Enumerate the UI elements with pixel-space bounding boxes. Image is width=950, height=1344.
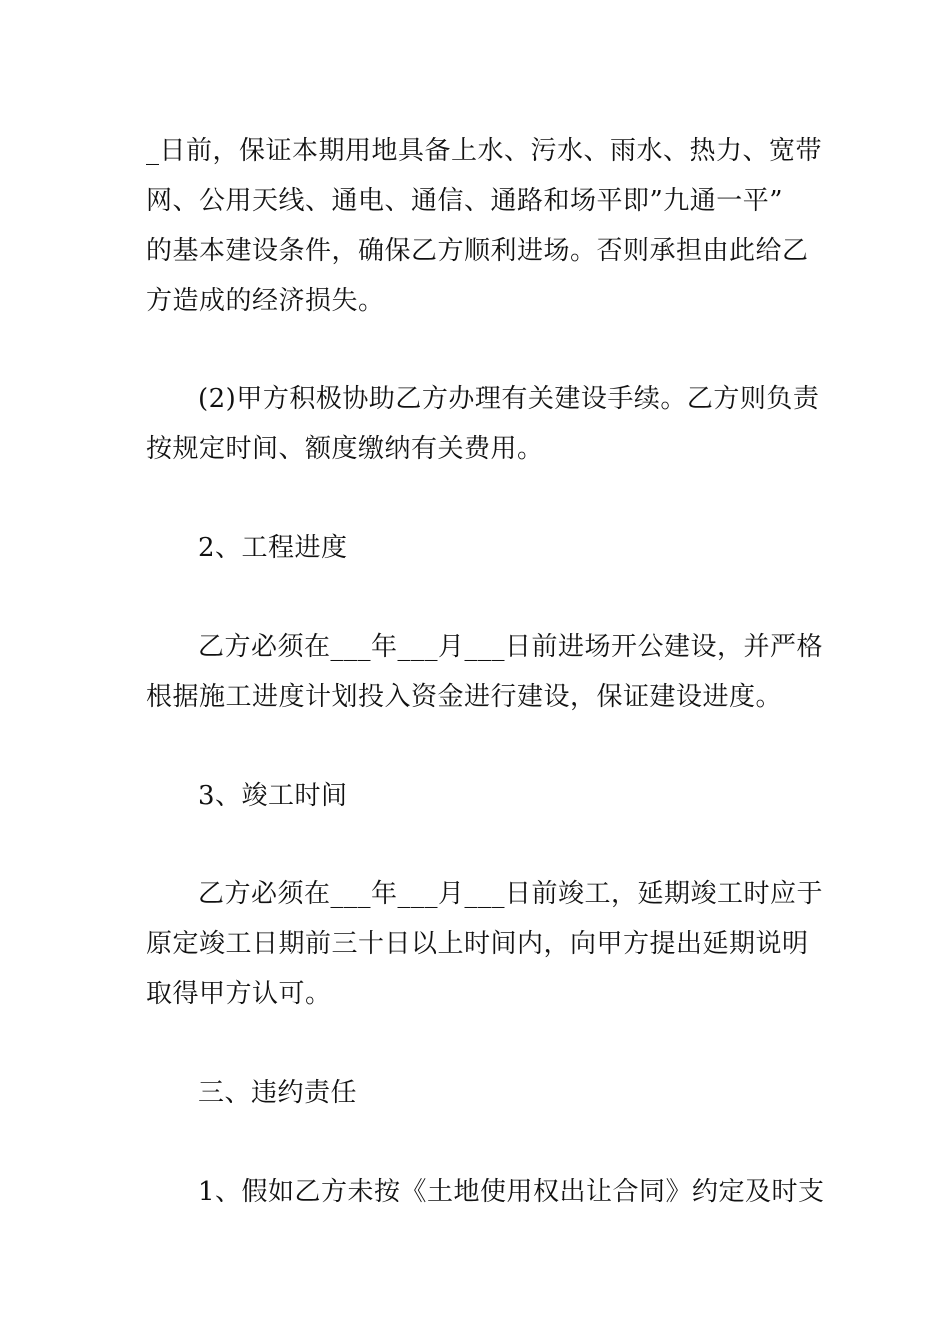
paragraph-4-line-2: 根据施工进度计划投入资金进行建设，保证建设进度。 <box>146 682 783 712</box>
paragraph-1-line-4: 方造成的经济损失。 <box>146 286 385 316</box>
section-heading-liability: 三、违约责任 <box>198 1078 358 1108</box>
paragraph-2-line-2: 按规定时间、额度缴纳有关费用。 <box>146 434 544 464</box>
paragraph-8-line-1: 1、假如乙方未按《土地使用权出让合同》约定及时支 <box>198 1177 825 1207</box>
paragraph-1-line-3: 的基本建设条件，确保乙方顺利进场。否则承担由此给乙 <box>146 236 809 266</box>
section-heading-progress: 2、工程进度 <box>198 533 348 563</box>
paragraph-4-line-1: 乙方必须在___年___月___日前进场开公建设，并严格 <box>198 632 824 662</box>
section-heading-completion: 3、竣工时间 <box>198 781 348 811</box>
paragraph-2-line-1: (2)甲方积极协助乙方办理有关建设手续。乙方则负责 <box>198 384 820 414</box>
paragraph-6-line-1: 乙方必须在___年___月___日前竣工，延期竣工时应于 <box>198 879 824 909</box>
paragraph-1-line-1: _日前，保证本期用地具备上水、污水、雨水、热力、宽带 <box>146 136 823 166</box>
paragraph-6-line-2: 原定竣工日期前三十日以上时间内，向甲方提出延期说明 <box>146 929 809 959</box>
paragraph-1-line-2: 网、公用天线、通电、通信、通路和场平即”九通一平” <box>146 186 784 216</box>
paragraph-6-line-3: 取得甲方认可。 <box>146 979 332 1009</box>
